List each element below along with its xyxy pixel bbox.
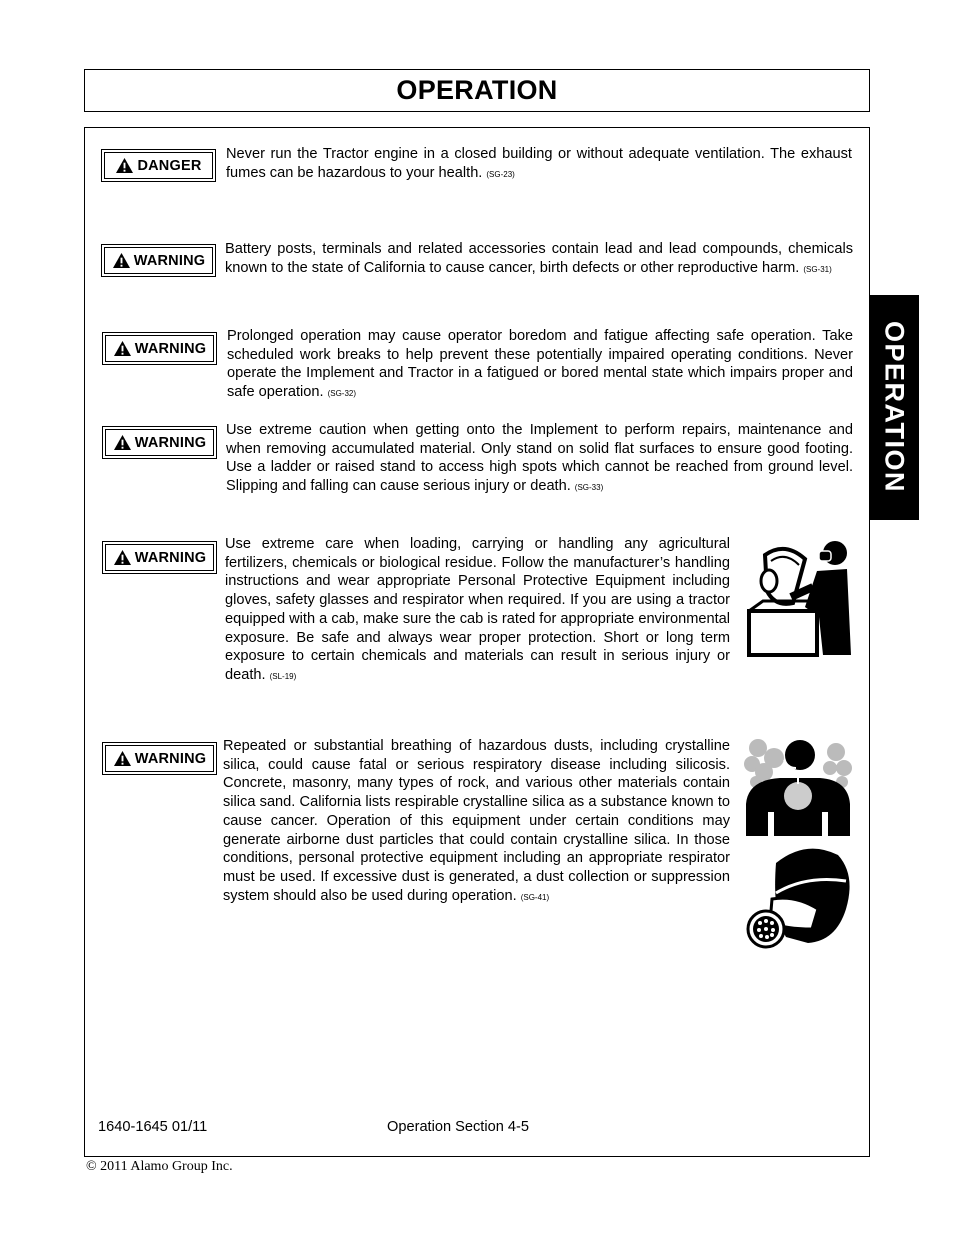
section-tab-label: OPERATION xyxy=(879,321,910,494)
message-text: Use extreme caution when getting onto the Implement to perform repairs, maintenance and when removing accumulated material. Only stand on solid flat surfaces to ensure good footing. Use a ladder or raised stand to access high spots which cannot be reached from ground level. Slipping and falling can cause serious injury or death. xyxy=(226,422,853,495)
warning-sign xyxy=(101,244,216,277)
safety-message xyxy=(225,240,853,279)
signal-word: WARNING xyxy=(134,434,207,451)
message-text: Battery posts, terminals and related accessories contain lead and lead compounds, chemicals known to the state of California to cause cancer, birth defects or other reproductive harm. xyxy=(225,241,853,276)
signal-word: DANGER xyxy=(137,157,202,174)
safety-message xyxy=(227,327,853,404)
safety-message xyxy=(226,145,852,184)
signal-word: WARNING xyxy=(134,549,207,566)
respirator-mask-icon xyxy=(746,845,852,949)
footer-section: Operation Section 4-5 xyxy=(387,1119,529,1135)
warning-triangle-icon xyxy=(113,549,132,566)
copyright: © 2011 Alamo Group Inc. xyxy=(86,1159,233,1174)
message-code: (SG-31) xyxy=(803,264,832,274)
message-code: (SG-23) xyxy=(486,169,515,179)
warning-triangle-icon xyxy=(113,434,132,451)
warning-triangle-icon xyxy=(112,252,131,269)
chemical-handling-icon xyxy=(747,537,853,659)
dust-inhalation-icon xyxy=(744,738,852,836)
warning-sign xyxy=(102,742,217,775)
message-code: (SG-33) xyxy=(574,483,604,493)
footer-model-date: 1640-1645 01/11 xyxy=(98,1119,208,1135)
message-text: Never run the Tractor engine in a closed building or without adequate ventilation. The exhaust fumes can be hazardous to your health. xyxy=(226,146,852,181)
signal-word: WARNING xyxy=(133,252,206,269)
message-code: (SG-32) xyxy=(327,389,357,399)
signal-word: WARNING xyxy=(134,750,207,767)
message-code: (SG-41) xyxy=(520,892,550,902)
message-text: Use extreme care when loading, carrying or handling any agricultural fertilizers, chemicals or biological residue. Follow the manufacturer’s handling instructions and wear appropriate Personal Protective Equipment including gloves, safety glasses and respirator when required. If you are using a tractor equipped with a cab, make sure the cab is rated for appropriate environmental exposure. Be safe and always wear proper protection. Short or long term exposure to certain chemicals and materials can result in serious injury or death. xyxy=(225,536,730,683)
page-header xyxy=(84,69,870,112)
warning-triangle-icon xyxy=(113,750,132,767)
warning-sign xyxy=(102,426,217,459)
warning-triangle-icon xyxy=(115,157,134,174)
safety-message xyxy=(225,535,730,687)
warning-triangle-icon xyxy=(113,340,132,357)
message-text: Prolonged operation may cause operator boredom and fatigue affecting safe operation. Take scheduled work breaks to help prevent these potentially impaired operating conditions. Never operate the Implement and Tractor in a fatigued or bored mental state which impairs proper and safe operation. xyxy=(227,328,853,401)
message-text: Repeated or substantial breathing of hazardous dusts, including crystalline silica, could cause fatal or serious respiratory disease including silicosis. Concrete, masonry, many types of rock, and various other materials contain silica sand. California lists respirable crystalline silica as a substance known to cause cancer. Operation of this equipment under certain conditions may generate airborne dust particles that could contain crystalline silica. In those conditions, personal protective equipment including an appropriate respirator must be used. If excessive dust is generated, a dust collection or suppression system should also be used during operation. xyxy=(223,738,730,904)
safety-message xyxy=(223,737,730,907)
warning-sign xyxy=(102,332,217,365)
safety-message xyxy=(226,421,853,498)
warning-sign xyxy=(102,541,217,574)
message-code: (SL-19) xyxy=(269,671,297,681)
section-tab xyxy=(869,295,919,520)
danger-sign xyxy=(101,149,216,182)
page-title: OPERATION xyxy=(396,75,558,105)
signal-word: WARNING xyxy=(134,340,207,357)
